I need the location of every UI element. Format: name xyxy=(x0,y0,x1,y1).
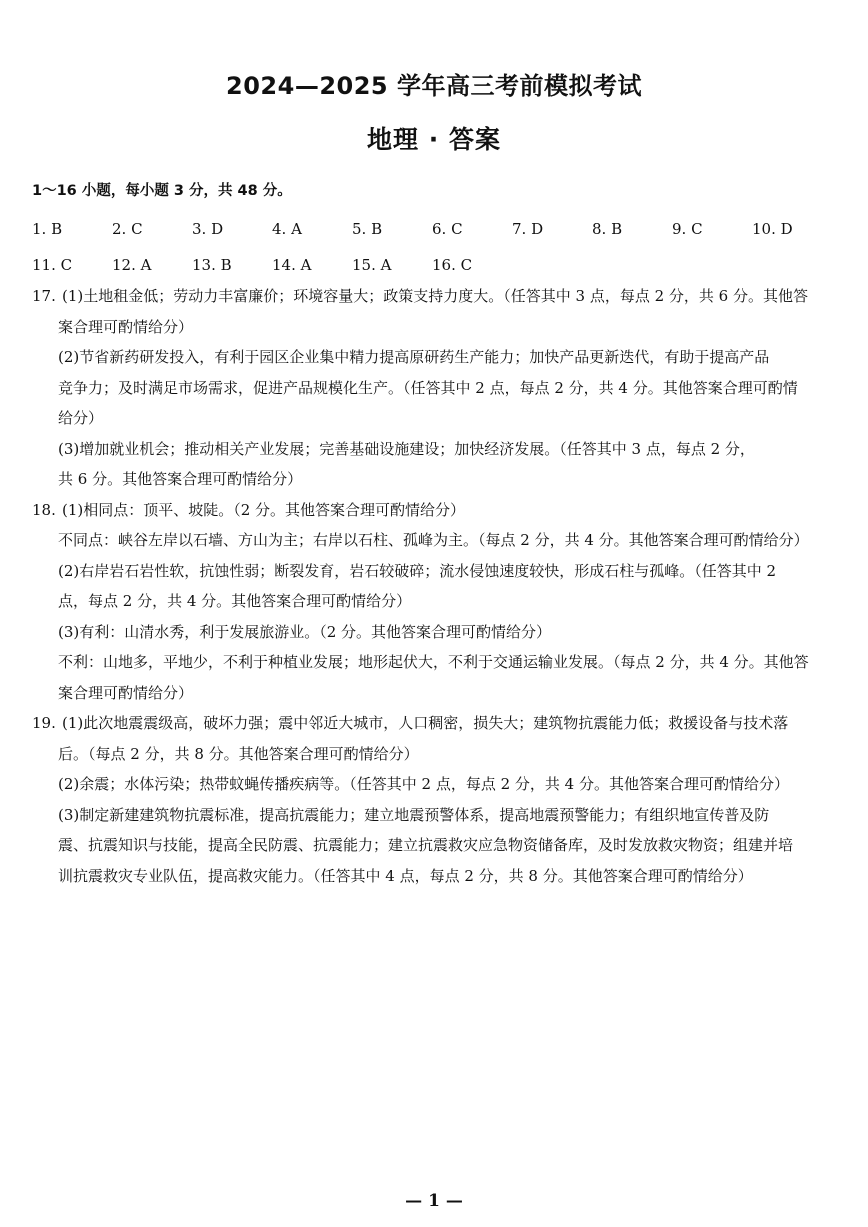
mc-instructions: 1～16 小题，每小题 3 分，共 48 分。 xyxy=(32,183,292,199)
answer-text: (1)土地租金低；劳动力丰富廉价；环境容量大；政策支持力度大。（任答其中 3 点，每点 2 分，共 6 分。其他答 xyxy=(62,287,808,305)
mc-answer: 14. A xyxy=(272,256,312,274)
answer-text: (1)此次地震震级高，破坏力强；震中邻近大城市，人口稠密，损失大；建筑物抗震能力低；救援设备与技术落 xyxy=(62,714,789,732)
answer-text: 案合理可酌情给分） xyxy=(58,317,194,336)
mc-answer: 12. A xyxy=(112,256,152,274)
page-number: — 1 — xyxy=(405,1191,463,1211)
mc-answer: 7. D xyxy=(512,220,544,238)
mc-answer: 8. B xyxy=(592,220,623,238)
question-number: 17. xyxy=(32,287,56,305)
answer-text: 不同点：峡谷左岸以石墙、方山为主；右岸以石柱、孤峰为主。（每点 2 分，共 4 分。其他答案合理可酌情给分） xyxy=(58,531,809,549)
answer-text: 震、抗震知识与技能，提高全民防震、抗震能力；建立抗震救灾应急物资储备库，及时发放救灾物资；组建并培 xyxy=(58,836,794,854)
mc-answer: 16. C xyxy=(432,256,473,274)
answer-text: 给分） xyxy=(58,409,104,427)
answer-text: 训抗震救灾专业队伍，提高救灾能力。（任答其中 4 点，每点 2 分，共 8 分。其他答案合理可酌情给分） xyxy=(58,866,753,885)
answer-content xyxy=(32,178,832,893)
page-subtitle: 地理 · 答案 xyxy=(367,125,501,154)
answer-text: 案合理可酌情给分） xyxy=(58,683,194,702)
answer-text: (3)有利：山清水秀，利于发展旅游业。（2 分。其他答案合理可酌情给分） xyxy=(58,622,552,641)
answer-text: 点，每点 2 分，共 4 分。其他答案合理可酌情给分） xyxy=(58,592,412,610)
mc-answer: 11. C xyxy=(32,256,73,274)
mc-answer: 10. D xyxy=(752,220,793,238)
mc-answer-row-1 xyxy=(32,216,832,243)
answer-text: (3)增加就业机会；推动相关产业发展；完善基础设施建设；加快经济发展。（任答其中 3 点，每点 2 分， xyxy=(58,439,755,458)
answer-text: (1)相同点：顶平、坡陡。（2 分。其他答案合理可酌情给分） xyxy=(62,500,466,519)
answer-text: (2)右岸岩石岩性软，抗蚀性弱；断裂发育，岩石较破碎；流水侵蚀速度较快，形成石柱与孤峰。（任答其中 2 xyxy=(58,561,777,580)
question-18 xyxy=(32,497,832,707)
answer-text: (3)制定新建建筑物抗震标准，提高抗震能力；建立地震预警体系，提高地震预警能力；有组织地宣传普及防 xyxy=(58,805,770,824)
answer-text: 共 6 分。其他答案合理可酌情给分） xyxy=(58,470,303,488)
mc-answer: 4. A xyxy=(272,220,302,238)
mc-answer: 6. C xyxy=(432,220,463,238)
mc-answer: 2. C xyxy=(112,220,143,238)
mc-answer: 5. B xyxy=(352,220,383,238)
question-number: 19. xyxy=(32,714,56,732)
answer-text: 不利：山地多，平地少，不利于种植业发展；地形起伏大，不利于交通运输业发展。（每点 2 分，共 4 分。其他答 xyxy=(58,653,809,671)
mc-answer: 9. C xyxy=(672,220,703,238)
question-number: 18. xyxy=(32,500,56,519)
question-19 xyxy=(32,710,832,890)
mc-answer: 1. B xyxy=(32,220,63,238)
page-title: 2024—2025 学年高三考前模拟考试 xyxy=(226,72,642,100)
mc-answer-row-2 xyxy=(32,252,832,279)
mc-answer: 3. D xyxy=(192,220,224,238)
answer-text: 后。（每点 2 分，共 8 分。其他答案合理可酌情给分） xyxy=(58,744,419,763)
mc-answer: 13. B xyxy=(192,256,232,274)
answer-text: (2)节省新药研发投入，有利于园区企业集中精力提高原研药生产能力；加快产品更新迭代，有助于提高产品 xyxy=(58,348,770,366)
question-17 xyxy=(32,283,832,493)
mc-answer: 15. A xyxy=(352,256,392,274)
answer-text: 竞争力；及时满足市场需求，促进产品规模化生产。（任答其中 2 点，每点 2 分，共 4 分。其他答案合理可酌情 xyxy=(58,378,798,397)
answer-text: (2)余震；水体污染；热带蚊蝇传播疾病等。（任答其中 2 点，每点 2 分，共 4 分。其他答案合理可酌情给分） xyxy=(58,775,789,793)
